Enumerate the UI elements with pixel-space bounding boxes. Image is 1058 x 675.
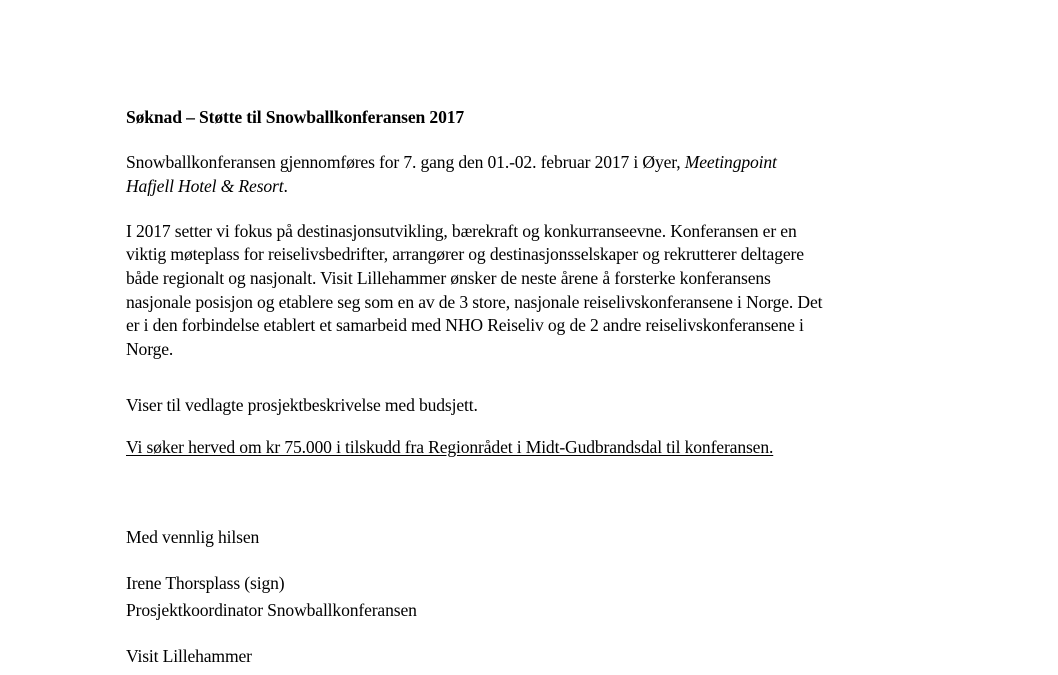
venue-name-part-1: Meetingpoint: [684, 152, 777, 172]
funding-request: Vi søker herved om kr 75.000 i tilskudd fra Regionrådet i Midt-Gudbrandsdal til konferansen.: [126, 437, 774, 457]
signatory-name: Irene Thorsplass (sign): [126, 573, 285, 593]
reference-paragraph: Viser til vedlagte prosjektbeskrivelse med budsjett.: [126, 395, 478, 415]
intro-period: .: [283, 176, 288, 196]
intro-line-1: [126, 151, 777, 173]
body-line: Norge.: [126, 339, 174, 359]
body-line: I 2017 setter vi fokus på destinasjonsutvikling, bærekraft og konkurranseevne. Konferansen er en: [126, 221, 797, 241]
document-title: Søknad – Støtte til Snowballkonferansen 2017: [126, 107, 465, 127]
body-line: både regionalt og nasjonalt. Visit Lillehammer ønsker de neste årene å forsterke konferansens: [126, 268, 771, 288]
signatory-role: Prosjektkoordinator Snowballkonferansen: [126, 600, 417, 620]
body-line: viktig møteplass for reiselivsbedrifter, arrangører og destinasjonsselskaper og rekrutterer deltagere: [126, 244, 804, 264]
body-line: er i den forbindelse etablert et samarbeid med NHO Reiseliv og de 2 andre reiselivskonferansene i: [126, 315, 804, 335]
intro-line-2: [126, 175, 288, 197]
venue-name-part-2: Hafjell Hotel & Resort: [126, 176, 284, 196]
closing-greeting: Med vennlig hilsen: [126, 527, 260, 547]
signatory-organization: Visit Lillehammer: [126, 646, 252, 666]
intro-text: Snowballkonferansen gjennomføres for 7. gang den 01.-02. februar 2017 i Øyer,: [126, 152, 685, 172]
body-line: nasjonale posisjon og etablere seg som en av de 3 store, nasjonale reiselivskonferansene i Norge. Det: [126, 292, 823, 312]
